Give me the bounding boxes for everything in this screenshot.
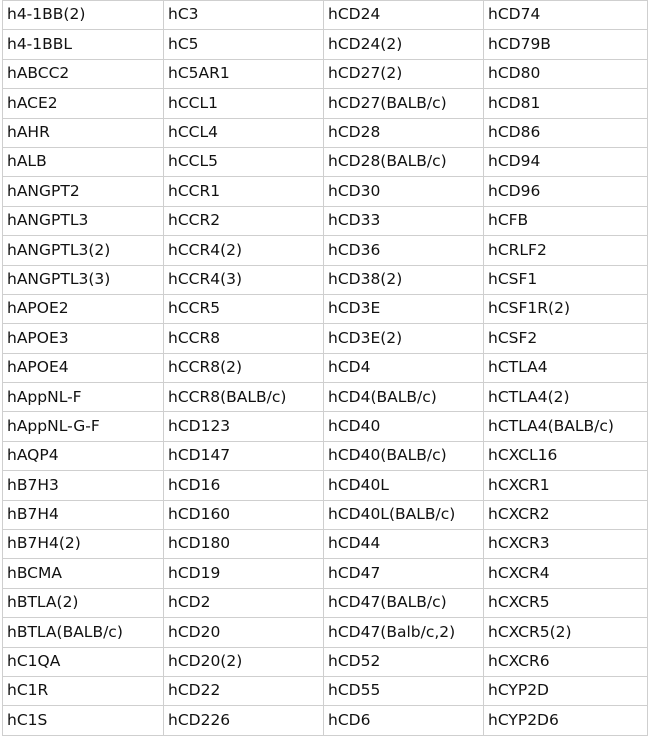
table-cell: hCD226 [164,706,324,735]
table-cell: hCCR8(2) [164,353,324,382]
table-cell: hANGPTL3(2) [3,236,164,265]
table-cell: hCSF2 [484,324,648,353]
table-cell: hB7H3 [3,471,164,500]
table-row [3,89,648,118]
table-cell: hCD20(2) [164,647,324,676]
table-cell: hCCR8 [164,324,324,353]
table-row [3,1,648,30]
table-cell: hB7H4 [3,500,164,529]
table-row [3,353,648,382]
table-cell: hBCMA [3,559,164,588]
table-row [3,618,648,647]
table-cell: hCXCL16 [484,441,648,470]
table-cell: hAPOE2 [3,294,164,323]
table-row [3,588,648,617]
table-row [3,177,648,206]
table-cell: hACE2 [3,89,164,118]
table-cell: hCRLF2 [484,236,648,265]
table-cell: hCD4 [324,353,484,382]
table-cell: hCD22 [164,676,324,705]
table-cell: hCD47(Balb/c,2) [324,618,484,647]
table-cell: hCD44 [324,530,484,559]
table-row [3,236,648,265]
table-cell: hAppNL-G-F [3,412,164,441]
table-cell: hCCR4(2) [164,236,324,265]
table-row [3,206,648,235]
table-row [3,706,648,735]
table-cell: hCD33 [324,206,484,235]
table-row [3,59,648,88]
table-cell: hCD6 [324,706,484,735]
table-cell: hCXCR3 [484,530,648,559]
table-cell: hCD40L(BALB/c) [324,500,484,529]
table-cell: hCD86 [484,118,648,147]
table-cell: hANGPTL3(3) [3,265,164,294]
table-cell: hCXCR5(2) [484,618,648,647]
table-cell: hCD74 [484,1,648,30]
table-cell: hCD3E(2) [324,324,484,353]
table-cell: hCD40(BALB/c) [324,441,484,470]
table-row [3,147,648,176]
table-cell: hCXCR1 [484,471,648,500]
table-cell: hCD36 [324,236,484,265]
table-cell: hB7H4(2) [3,530,164,559]
table-cell: hC5 [164,30,324,59]
table-cell: hCD79B [484,30,648,59]
table-cell: hAQP4 [3,441,164,470]
table-row [3,559,648,588]
table-cell: hCD27(BALB/c) [324,89,484,118]
table-row [3,471,648,500]
table-cell: hCD4(BALB/c) [324,383,484,412]
table-row [3,412,648,441]
table-row [3,294,648,323]
table-cell: hCTLA4(2) [484,383,648,412]
table-cell: hCXCR2 [484,500,648,529]
table-cell: hCXCR4 [484,559,648,588]
table-cell: hCCL5 [164,147,324,176]
table-cell: hCD40 [324,412,484,441]
table-cell: hCCR5 [164,294,324,323]
table-cell: hANGPT2 [3,177,164,206]
table-cell: hCD52 [324,647,484,676]
table-cell: hCD30 [324,177,484,206]
table-cell: hC1S [3,706,164,735]
table-cell: h4-1BB(2) [3,1,164,30]
table-cell: hCSF1 [484,265,648,294]
table-cell: hCD94 [484,147,648,176]
table-cell: hCXCR5 [484,588,648,617]
table-cell: hCD47(BALB/c) [324,588,484,617]
table-cell: hCTLA4(BALB/c) [484,412,648,441]
table-row [3,118,648,147]
table-cell: hCD160 [164,500,324,529]
table-cell: hCD38(2) [324,265,484,294]
table-row [3,265,648,294]
table-cell: hCD47 [324,559,484,588]
table-cell: hCD2 [164,588,324,617]
table-cell: hCCL4 [164,118,324,147]
table-cell: hBTLA(BALB/c) [3,618,164,647]
table-cell: hBTLA(2) [3,588,164,617]
table-cell: hC1R [3,676,164,705]
table-row [3,324,648,353]
table-cell: hCD24 [324,1,484,30]
table-cell: hC5AR1 [164,59,324,88]
table-cell: hCCL1 [164,89,324,118]
gene-model-table-container [2,0,647,736]
table-cell: hCYP2D [484,676,648,705]
table-cell: h4-1BBL [3,30,164,59]
table-cell: hCFB [484,206,648,235]
table-cell: hCCR8(BALB/c) [164,383,324,412]
table-cell: hCTLA4 [484,353,648,382]
table-cell: hCD28(BALB/c) [324,147,484,176]
table-row [3,383,648,412]
table-cell: hCD123 [164,412,324,441]
table-cell: hCSF1R(2) [484,294,648,323]
table-cell: hCD19 [164,559,324,588]
table-cell: hCYP2D6 [484,706,648,735]
table-cell: hCD80 [484,59,648,88]
table-row [3,441,648,470]
table-cell: hC3 [164,1,324,30]
table-cell: hCD147 [164,441,324,470]
table-cell: hABCC2 [3,59,164,88]
table-row [3,30,648,59]
table-cell: hCD16 [164,471,324,500]
table-row [3,530,648,559]
gene-model-table [2,0,648,736]
table-cell: hCD24(2) [324,30,484,59]
table-cell: hCCR4(3) [164,265,324,294]
table-cell: hCD40L [324,471,484,500]
table-body [3,1,648,736]
table-row [3,647,648,676]
table-cell: hCD55 [324,676,484,705]
table-cell: hC1QA [3,647,164,676]
table-cell: hCD96 [484,177,648,206]
table-cell: hAPOE3 [3,324,164,353]
table-cell: hAppNL-F [3,383,164,412]
table-cell: hAHR [3,118,164,147]
table-cell: hCXCR6 [484,647,648,676]
table-cell: hCD27(2) [324,59,484,88]
table-cell: hCD180 [164,530,324,559]
table-cell: hAPOE4 [3,353,164,382]
table-row [3,500,648,529]
table-cell: hCD3E [324,294,484,323]
table-cell: hCD28 [324,118,484,147]
table-cell: hANGPTL3 [3,206,164,235]
table-cell: hCD20 [164,618,324,647]
table-cell: hCCR2 [164,206,324,235]
table-row [3,676,648,705]
table-cell: hCD81 [484,89,648,118]
table-cell: hCCR1 [164,177,324,206]
table-cell: hALB [3,147,164,176]
